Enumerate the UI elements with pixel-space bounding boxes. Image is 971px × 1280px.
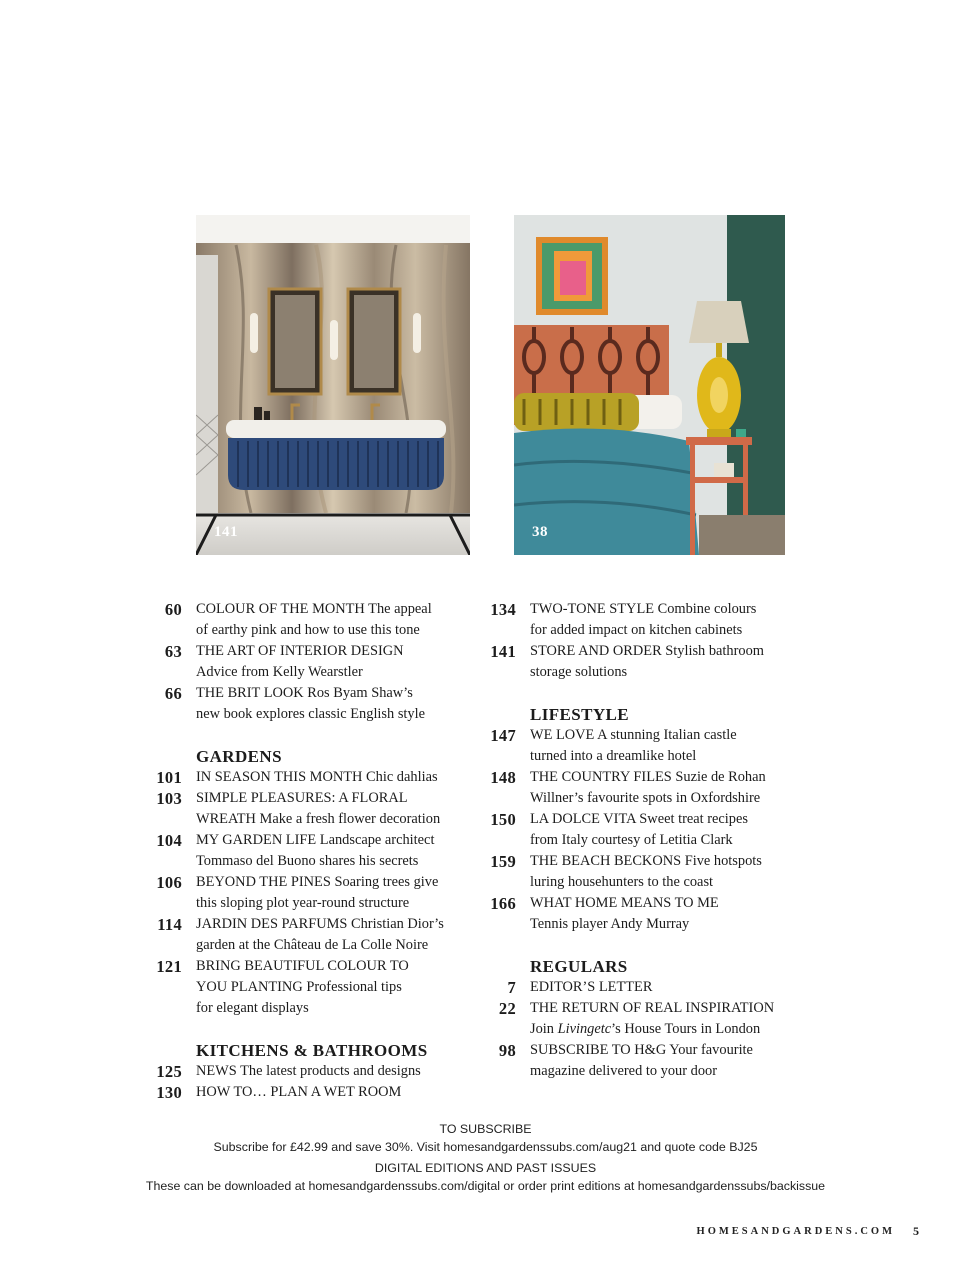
contents-entry[interactable] <box>480 893 800 935</box>
entry-text: STORE AND ORDER Stylish bathroom <box>530 643 765 659</box>
entry-text: BEYOND THE PINES Soaring trees give <box>196 874 439 890</box>
entry-text: MY GARDEN LIFE Landscape architect <box>196 832 435 848</box>
entry-text: garden at the Château de La Colle Noire <box>196 937 429 953</box>
entry-text: THE RETURN OF REAL INSPIRATION <box>530 1000 775 1016</box>
entry-text: SIMPLE PLEASURES: A FLORAL <box>196 790 408 806</box>
entry-text: BRING BEAUTIFUL COLOUR TO <box>196 958 409 974</box>
entry-text: Willner’s favourite spots in Oxfordshire <box>530 790 761 806</box>
entry-page-number: 148 <box>490 768 516 787</box>
entry-text: SUBSCRIBE TO H&G Your favourite <box>530 1042 753 1058</box>
section-heading-gardens: GARDENS <box>196 747 282 766</box>
page-number: 5 <box>913 1224 919 1238</box>
entry-text: NEWS The latest products and designs <box>196 1063 421 1079</box>
entry-page-number: 66 <box>164 684 182 703</box>
entry-page-number: 101 <box>156 768 182 787</box>
entry-page-number: 147 <box>490 726 516 745</box>
bathroom-photo <box>196 215 470 555</box>
entry-text: of earthy pink and how to use this tone <box>196 622 420 638</box>
entry-text: for elegant displays <box>196 1000 309 1016</box>
entry-text: JARDIN DES PARFUMS Christian Dior’s <box>196 916 444 932</box>
entry-text: WE LOVE A stunning Italian castle <box>530 727 737 743</box>
entry-text: WHAT HOME MEANS TO ME <box>530 895 719 911</box>
contents-entry[interactable] <box>146 1082 466 1103</box>
entry-page-number: 63 <box>164 642 182 661</box>
entry-page-number: 7 <box>507 978 516 997</box>
contents-entry[interactable] <box>146 914 466 956</box>
contents-entry[interactable] <box>480 725 800 767</box>
contents-entry[interactable] <box>480 767 800 809</box>
entry-text: THE BEACH BECKONS Five hotspots <box>530 853 762 869</box>
contents-entry[interactable] <box>146 641 466 683</box>
entry-text: WREATH Make a fresh flower decoration <box>196 811 441 827</box>
section-heading-kitchens-bathrooms: KITCHENS & BATHROOMS <box>196 1041 428 1060</box>
entry-text-part: ’s House Tours in London <box>611 1021 761 1037</box>
contents-entry[interactable] <box>480 998 800 1040</box>
contents-entry[interactable] <box>146 872 466 914</box>
entry-page-number: 166 <box>490 894 516 913</box>
entry-text: IN SEASON THIS MONTH Chic dahlias <box>196 769 438 785</box>
entry-page-number: 141 <box>490 642 516 661</box>
section-heading-lifestyle: LIFESTYLE <box>530 705 630 724</box>
contents-entry[interactable] <box>480 1040 800 1082</box>
entry-page-number: 121 <box>156 957 182 976</box>
entry-text: Tennis player Andy Murray <box>530 916 690 932</box>
subscribe-heading: TO SUBSCRIBE <box>439 1122 532 1136</box>
entry-text: from Italy courtesy of Letitia Clark <box>530 832 733 848</box>
contents-entry[interactable] <box>146 830 466 872</box>
contents-entry[interactable] <box>480 809 800 851</box>
entry-text: TWO-TONE STYLE Combine colours <box>530 601 757 617</box>
entry-page-number: 60 <box>164 600 182 619</box>
contents-right-column <box>480 599 800 1082</box>
entry-page-number: 106 <box>156 873 182 892</box>
contents-entry[interactable] <box>480 641 800 683</box>
contents-entry[interactable] <box>480 977 800 998</box>
entry-text: COLOUR OF THE MONTH The appeal <box>196 601 432 617</box>
photo-page-number: 38 <box>532 524 548 540</box>
contents-entry[interactable] <box>146 788 466 830</box>
magazine-name: Livingetc <box>557 1021 612 1037</box>
entry-text: YOU PLANTING Professional tips <box>196 979 402 995</box>
contents-entry[interactable] <box>146 683 466 725</box>
entry-page-number: 134 <box>490 600 516 619</box>
entry-text: THE ART OF INTERIOR DESIGN <box>196 643 404 659</box>
entry-page-number: 104 <box>156 831 182 850</box>
entry-page-number: 114 <box>157 915 182 934</box>
entry-page-number: 130 <box>156 1083 182 1102</box>
section-heading-regulars: REGULARS <box>530 957 628 976</box>
contents-entry[interactable] <box>480 851 800 893</box>
entry-page-number: 103 <box>156 789 182 808</box>
entry-text: turned into a dreamlike hotel <box>530 748 697 764</box>
entry-text-part: Join <box>530 1021 558 1037</box>
subscribe-text: Subscribe for £42.99 and save 30%. Visit homesandgardenssubs.com/aug21 and quote code BJ25 <box>213 1140 758 1154</box>
entry-text: THE COUNTRY FILES Suzie de Rohan <box>530 769 766 785</box>
entry-text: luring househunters to the coast <box>530 874 714 890</box>
website-url[interactable]: HOMESANDGARDENS.COM <box>696 1226 895 1237</box>
contents-entry[interactable] <box>146 767 466 788</box>
digital-editions-heading: DIGITAL EDITIONS AND PAST ISSUES <box>374 1161 597 1175</box>
entry-text: Advice from Kelly Wearstler <box>196 664 363 680</box>
bedroom-photo <box>514 215 785 555</box>
contents-left-column <box>146 599 466 1103</box>
contents-entry[interactable] <box>146 599 466 641</box>
entry-page-number: 22 <box>498 999 516 1018</box>
entry-text: THE BRIT LOOK Ros Byam Shaw’s <box>196 685 413 701</box>
digital-editions-text: These can be downloaded at homesandgardenssubs.com/digital or order print editions at homesandgardenssubs/backissue <box>145 1179 826 1193</box>
entry-text: this sloping plot year-round structure <box>196 895 410 911</box>
entry-text: EDITOR’S LETTER <box>530 979 653 995</box>
bathroom-illustration <box>196 215 470 555</box>
entry-page-number: 150 <box>490 810 516 829</box>
entry-text: new book explores classic English style <box>196 706 426 722</box>
entry-text: HOW TO… PLAN A WET ROOM <box>196 1084 402 1100</box>
entry-text: for added impact on kitchen cabinets <box>530 622 743 638</box>
entry-text: LA DOLCE VITA Sweet treat recipes <box>530 811 748 827</box>
contents-entry[interactable] <box>146 956 466 1019</box>
entry-text: magazine delivered to your door <box>530 1063 718 1079</box>
entry-page-number: 98 <box>498 1041 516 1060</box>
entry-text: Tommaso del Buono shares his secrets <box>196 853 419 869</box>
entry-page-number: 159 <box>490 852 516 871</box>
photo-page-number: 141 <box>214 524 238 540</box>
contents-entry[interactable] <box>480 599 800 641</box>
entry-page-number: 125 <box>156 1062 182 1081</box>
contents-entry[interactable] <box>146 1061 466 1082</box>
entry-text-mixed <box>530 1019 800 1040</box>
entry-text: storage solutions <box>530 664 628 680</box>
bedroom-illustration <box>514 215 785 555</box>
